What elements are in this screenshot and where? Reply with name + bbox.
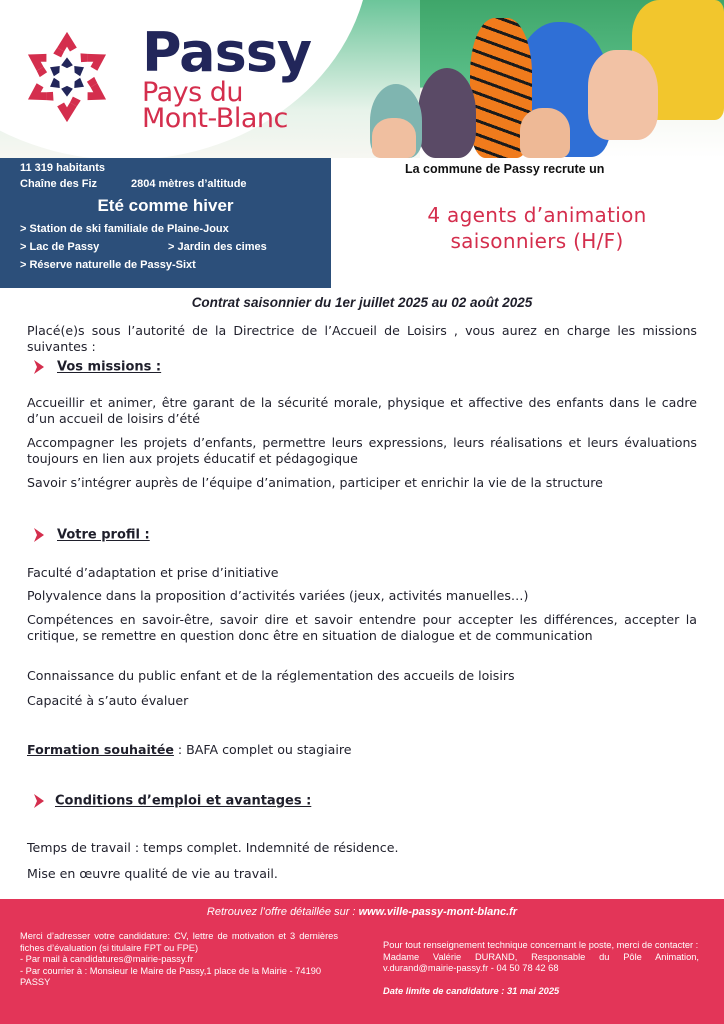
conditions-heading: Conditions d’emploi et avantages : (33, 793, 311, 809)
condition-item: Mise en œuvre qualité de vie au travail. (27, 866, 278, 881)
intro-text: Placé(e)s sous l’autorité de la Directrice de l’Accueil de Loisirs , vous aurez en charge les missions suivantes : (27, 323, 697, 354)
child-hand (588, 50, 658, 140)
condition-item: Temps de travail : temps complet. Indemnité de résidence. (27, 840, 399, 855)
brand-name: Passy (142, 21, 312, 84)
apply-by-mail[interactable]: - Par mail à candidatures@mairie-passy.fr (20, 954, 194, 964)
chevron-right-icon (33, 359, 45, 375)
star-knot-logo-icon (18, 28, 116, 126)
info-item-ski: > Station de ski familiale de Plaine-Joux (20, 223, 229, 235)
contract-period: Contrat saisonnier du 1er juillet 2025 au 02 août 2025 (191, 295, 533, 310)
brand-logo (142, 21, 312, 134)
mountain-range: Chaîne des Fiz (20, 178, 98, 190)
profile-item: Connaissance du public enfant et de la réglementation des accueils de loisirs (27, 668, 515, 683)
info-item-lake: > Lac de Passy (20, 241, 100, 253)
info-item-reserve: > Réserve naturelle de Passy-Sixt (20, 259, 196, 271)
population: 11 319 habitants (20, 162, 105, 174)
profile-item: Faculté d’adaptation et prise d’initiative (27, 565, 279, 580)
header-banner (0, 0, 724, 158)
deadline: Date limite de candidature : 31 mai 2025 (383, 985, 560, 996)
application-info: Merci d’adresser votre candidature: CV, lettre de motivation et 3 dernières fiches d’évaluation (si titulaire FPT ou FPE) - Par mail à candidatures@mairie-passy.fr - Par courrier à : Monsieur le Maire de Passy,1 place de la Mairie - 74190 PASSY (20, 931, 338, 987)
altitude: 2804 mètres d’altitude (131, 178, 247, 190)
recruit-line: La commune de Passy recrute un (405, 162, 605, 176)
profile-heading: Votre profil : (33, 527, 150, 543)
mission-item: Accueillir et animer, être garant de la sécurité morale, physique et affective des enfants dans le cadre d’un accueil de loisirs d’été (27, 395, 697, 426)
info-item-garden: > Jardin des cimes (168, 241, 267, 253)
missions-heading: Vos missions : (33, 359, 161, 375)
profile-item: Polyvalence dans la proposition d’activités variées (jeux, activités manuelles…) (27, 588, 529, 603)
profile-item: Capacité à s’auto évaluer (27, 693, 189, 708)
contact-info: Pour tout renseignement technique concernant le poste, merci de contacter : Madame Valérie DURAND, Responsable du Pôle Animation, v.durand@mairie-passy.fr - 04 50 78 42 68 Date limite de candidature : 31 mai 2025 (383, 940, 699, 996)
child-hand (520, 108, 570, 158)
footer (0, 899, 724, 1024)
contact-person[interactable]: Madame Valérie DURAND, Responsable du Pôle Animation, v.durand@mairie-passy.fr - 04 50 78 42 68 (383, 951, 699, 973)
brand-tagline-2: Mont-Blanc (142, 103, 288, 134)
formation-line: Formation souhaitée : BAFA complet ou stagiaire (27, 742, 352, 757)
info-title: Eté comme hiver (97, 196, 234, 215)
town-info-box (0, 158, 331, 288)
offer-link-line: Retrouvez l’offre détaillée sur : www.ville-passy-mont-blanc.fr (206, 906, 518, 918)
chevron-right-icon (33, 793, 45, 809)
website-link[interactable]: www.ville-passy-mont-blanc.fr (358, 906, 518, 918)
brand-tagline-1: Pays du (142, 77, 243, 108)
child-hand (372, 118, 416, 158)
chevron-right-icon (33, 527, 45, 543)
apply-by-post: - Par courrier à : Monsieur le Maire de Passy,1 place de la Mairie - 74190 PASSY (20, 965, 322, 987)
turtle-puppet (418, 68, 476, 158)
profile-item: Compétences en savoir-être, savoir dire et savoir entendre pour accepter les différences, accepter la critique, se remettre en question donc être en situation de dialogue et de communication (27, 612, 697, 643)
job-title: 4 agents d’animation saisonniers (H/F) (427, 203, 647, 253)
mission-item: Savoir s’intégrer auprès de l’équipe d’animation, participer et enrichir la vie de la structure (27, 475, 603, 490)
mission-item: Accompagner les projets d’enfants, permettre leurs expressions, leurs réalisations et leurs évaluations toujours en lien aux projets éducatif et pédagogique (27, 435, 697, 466)
